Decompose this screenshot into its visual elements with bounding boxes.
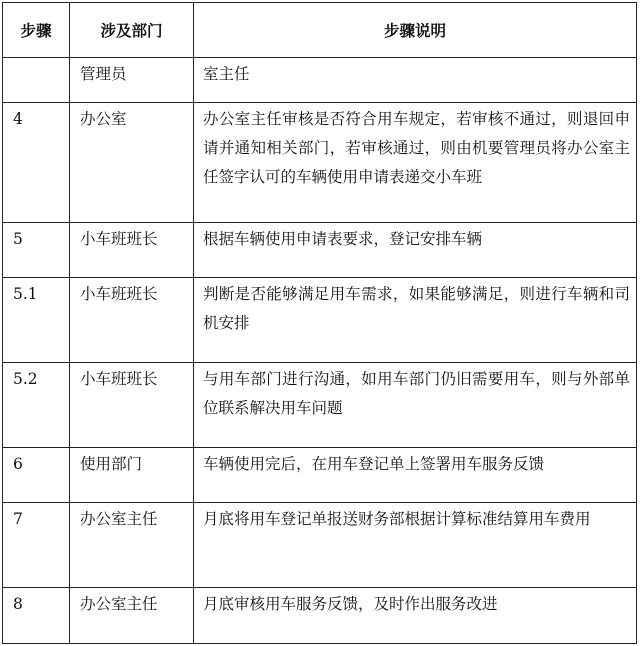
- table-row: [3, 448, 637, 503]
- process-steps-table: [2, 2, 637, 644]
- department-cell: 管理员: [70, 58, 194, 103]
- department-cell: 办公室主任: [70, 503, 194, 588]
- description-cell: 月底将用车登记单报送财务部根据计算标准结算用车费用: [194, 503, 637, 588]
- step-cell: 4: [3, 103, 70, 223]
- table-row: [3, 103, 637, 223]
- description-cell: 车辆使用完后，在用车登记单上签署用车服务反馈: [194, 448, 637, 503]
- step-cell: 5: [3, 223, 70, 278]
- department-cell: 小车班班长: [70, 278, 194, 363]
- description-cell: 与用车部门进行沟通，如用车部门仍旧需要用车，则与外部单位联系解决用车问题: [194, 363, 637, 448]
- table-row: [3, 588, 637, 644]
- description-cell: 办公室主任审核是否符合用车规定，若审核不通过，则退回申请并通知相关部门，若审核通过，则由机要管理员将办公室主任签字认可的车辆使用申请表递交小车班: [194, 103, 637, 223]
- header-description: 步骤说明: [194, 3, 637, 58]
- table-row: [3, 58, 637, 103]
- table-row: [3, 503, 637, 588]
- step-cell: 8: [3, 588, 70, 644]
- table-header-row: [3, 3, 637, 58]
- description-cell: 根据车辆使用申请表要求，登记安排车辆: [194, 223, 637, 278]
- header-step: 步骤: [3, 3, 70, 58]
- step-cell: 6: [3, 448, 70, 503]
- description-cell: 月底审核用车服务反馈，及时作出服务改进: [194, 588, 637, 644]
- department-cell: 办公室主任: [70, 588, 194, 644]
- department-cell: 使用部门: [70, 448, 194, 503]
- description-cell: 判断是否能够满足用车需求，如果能够满足，则进行车辆和司机安排: [194, 278, 637, 363]
- department-cell: 小车班班长: [70, 363, 194, 448]
- department-cell: 办公室: [70, 103, 194, 223]
- description-cell: 室主任: [194, 58, 637, 103]
- department-cell: 小车班班长: [70, 223, 194, 278]
- table-row: [3, 223, 637, 278]
- table-row: [3, 363, 637, 448]
- step-cell: 7: [3, 503, 70, 588]
- step-cell: 5.1: [3, 278, 70, 363]
- step-cell: 5.2: [3, 363, 70, 448]
- step-cell: [3, 58, 70, 103]
- header-department: 涉及部门: [70, 3, 194, 58]
- table-row: [3, 278, 637, 363]
